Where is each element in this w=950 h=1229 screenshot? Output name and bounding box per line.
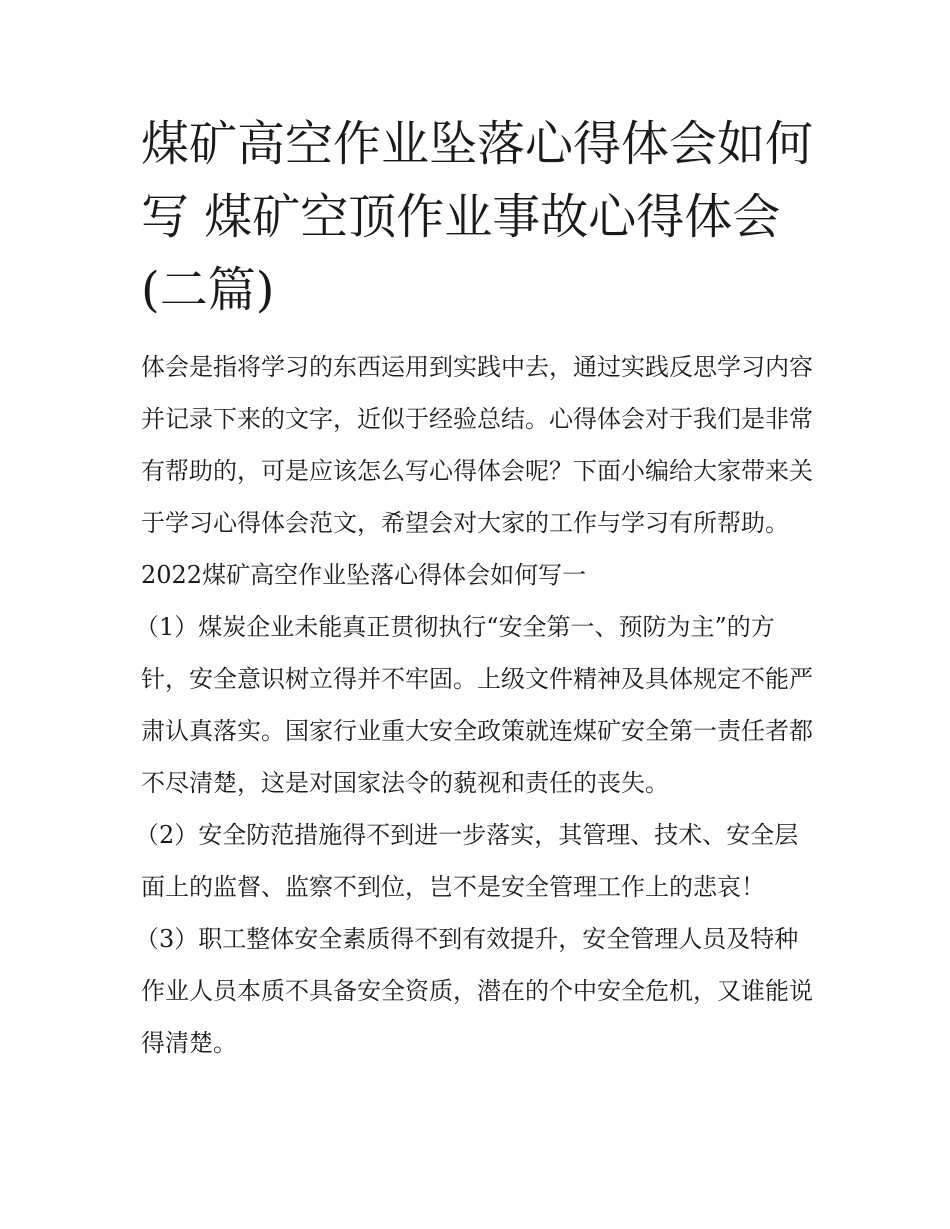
intro-paragraph: 体会是指将学习的东西运用到实践中去，通过实践反思学习内容并记录下来的文字，近似于经验总结。心得体会对于我们是非常有帮助的，可是应该怎么写心得体会呢？下面小编给大家带来关于学习心得体会范文，希望会对大家的工作与学习有所帮助。 <box>141 353 813 537</box>
document-title: 煤矿高空作业坠落心得体会如何写 煤矿空顶作业事故心得体会(二篇) <box>141 116 814 318</box>
section-heading: 2022煤矿高空作业坠落心得体会如何写一 <box>141 561 587 589</box>
list-item: （2）安全防范措施得不到进一步落实，其管理、技术、安全层面上的监督、监察不到位，岂不是安全管理工作上的悲哀！ <box>135 821 799 901</box>
list-item: （3）职工整体安全素质得不到有效提升，安全管理人员及特种作业人员本质不具备安全资质，潜在的个中安全危机，又谁能说得清楚。 <box>135 925 813 1057</box>
document-page <box>135 108 814 1069</box>
list-item: （1）煤炭企业未能真正贯彻执行“安全第一、预防为主”的方针，安全意识树立得并不牢固。上级文件精神及具体规定不能严肃认真落实。国家行业重大安全政策就连煤矿安全第一责任者都不尽清楚，这是对国家法令的藐视和责任的丧失。 <box>135 613 813 797</box>
